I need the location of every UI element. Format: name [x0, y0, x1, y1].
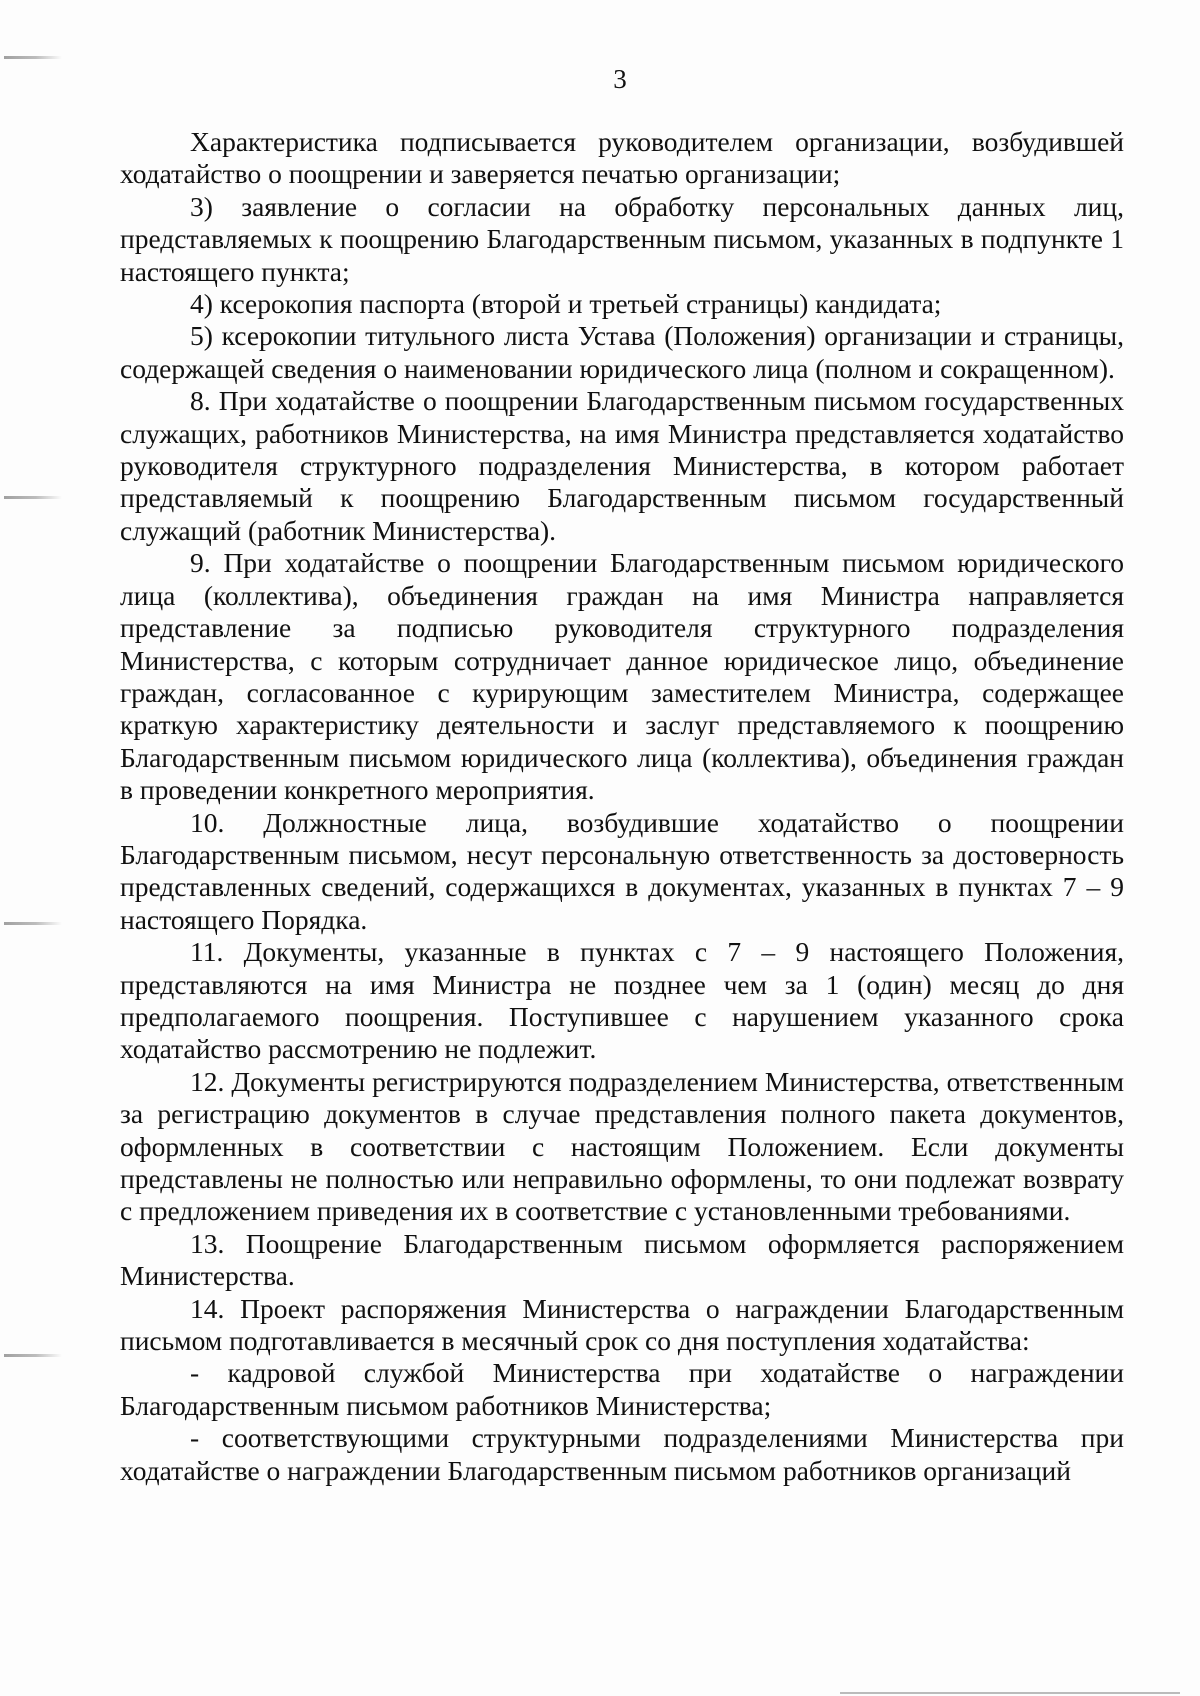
- paragraph-clause-11: 11. Документы, указанные в пунктах с 7 – 9 настоящего Положения, представляются на имя Министра не позднее чем за 1 (один) месяц до дня предполагаемого поощрения. Поступившее с нарушением указанного срока ходатайство рассмотрению не подлежит.: [120, 936, 1124, 1065]
- document-body: [120, 126, 1124, 1487]
- scan-edge-mark: [4, 496, 62, 499]
- paragraph-dash-item-hr: - кадровой службой Министерства при ходатайстве о награждении Благодарственным письмом работников Министерства;: [120, 1357, 1124, 1421]
- paragraph-dash-item-departments: - соответствующими структурными подразделениями Министерства при ходатайстве о награждении Благодарственным письмом работников организаций: [120, 1422, 1124, 1486]
- paragraph-item-5: 5) ксерокопии титульного листа Устава (Положения) организации и страницы, содержащей сведения о наименовании юридического лица (полном и сокращенном).: [120, 320, 1124, 384]
- paragraph-characteristic: Характеристика подписывается руководителем организации, возбудившей ходатайство о поощрении и заверяется печатью организации;: [120, 126, 1124, 190]
- paragraph-clause-8: 8. При ходатайстве о поощрении Благодарственным письмом государственных служащих, работников Министерства, на имя Министра представляется ходатайство руководителя структурного подразделения Министерства, в котором работает представляемый к поощрению Благодарственным письмом государственный служащий (работник Министерства).: [120, 385, 1124, 546]
- paragraph-clause-14: 14. Проект распоряжения Министерства о награждении Благодарственным письмом подготавливается в месячный срок со дня поступления ходатайства:: [120, 1292, 1124, 1357]
- paragraph-clause-10: 10. Должностные лица, возбудившие ходатайство о поощрении Благодарственным письмом, несут персональную ответственность за достоверность представленных сведений, содержащихся в документах, указанных в пунктах 7 – 9 настоящего Порядка.: [120, 806, 1124, 935]
- scan-edge-mark: [4, 922, 62, 925]
- paragraph-item-4: 4) ксерокопия паспорта (второй и третьей страницы) кандидата;: [190, 288, 942, 320]
- paragraph-clause-12: 12. Документы регистрируются подразделением Министерства, ответственным за регистрацию документов в случае представления полного пакета документов, оформленных в соответствии с настоящим Положением. Если документы представлены не полностью или неправильно оформлены, то они подлежат возврату с предложением приведения их в соответствие с установленными требованиями.: [120, 1065, 1124, 1227]
- scan-edge-mark: [4, 56, 62, 59]
- page-number: 3: [613, 64, 627, 94]
- scan-edge-mark: [4, 1354, 62, 1357]
- paragraph-item-3: 3) заявление о согласии на обработку персональных данных лиц, представляемых к поощрению Благодарственным письмом, указанных в подпункте 1 настоящего пункта;: [120, 190, 1124, 287]
- paragraph-clause-13: 13. Поощрение Благодарственным письмом оформляется распоряжением Министерства.: [120, 1227, 1124, 1292]
- paragraph-clause-9: 9. При ходатайстве о поощрении Благодарственным письмом юридического лица (коллектива), объединения граждан на имя Министра направляется представление за подписью руководителя структурного подразделения Министерства, с которым сотрудничает данное юридическое лицо, объединение граждан, согласованное с курирующим заместителем Министра, содержащее краткую характеристику деятельности и заслуг представляемого к поощрению Благодарственным письмом юридического лица (коллектива), объединения граждан в проведении конкретного мероприятия.: [120, 547, 1124, 806]
- scan-bottom-edge: [840, 1692, 1180, 1694]
